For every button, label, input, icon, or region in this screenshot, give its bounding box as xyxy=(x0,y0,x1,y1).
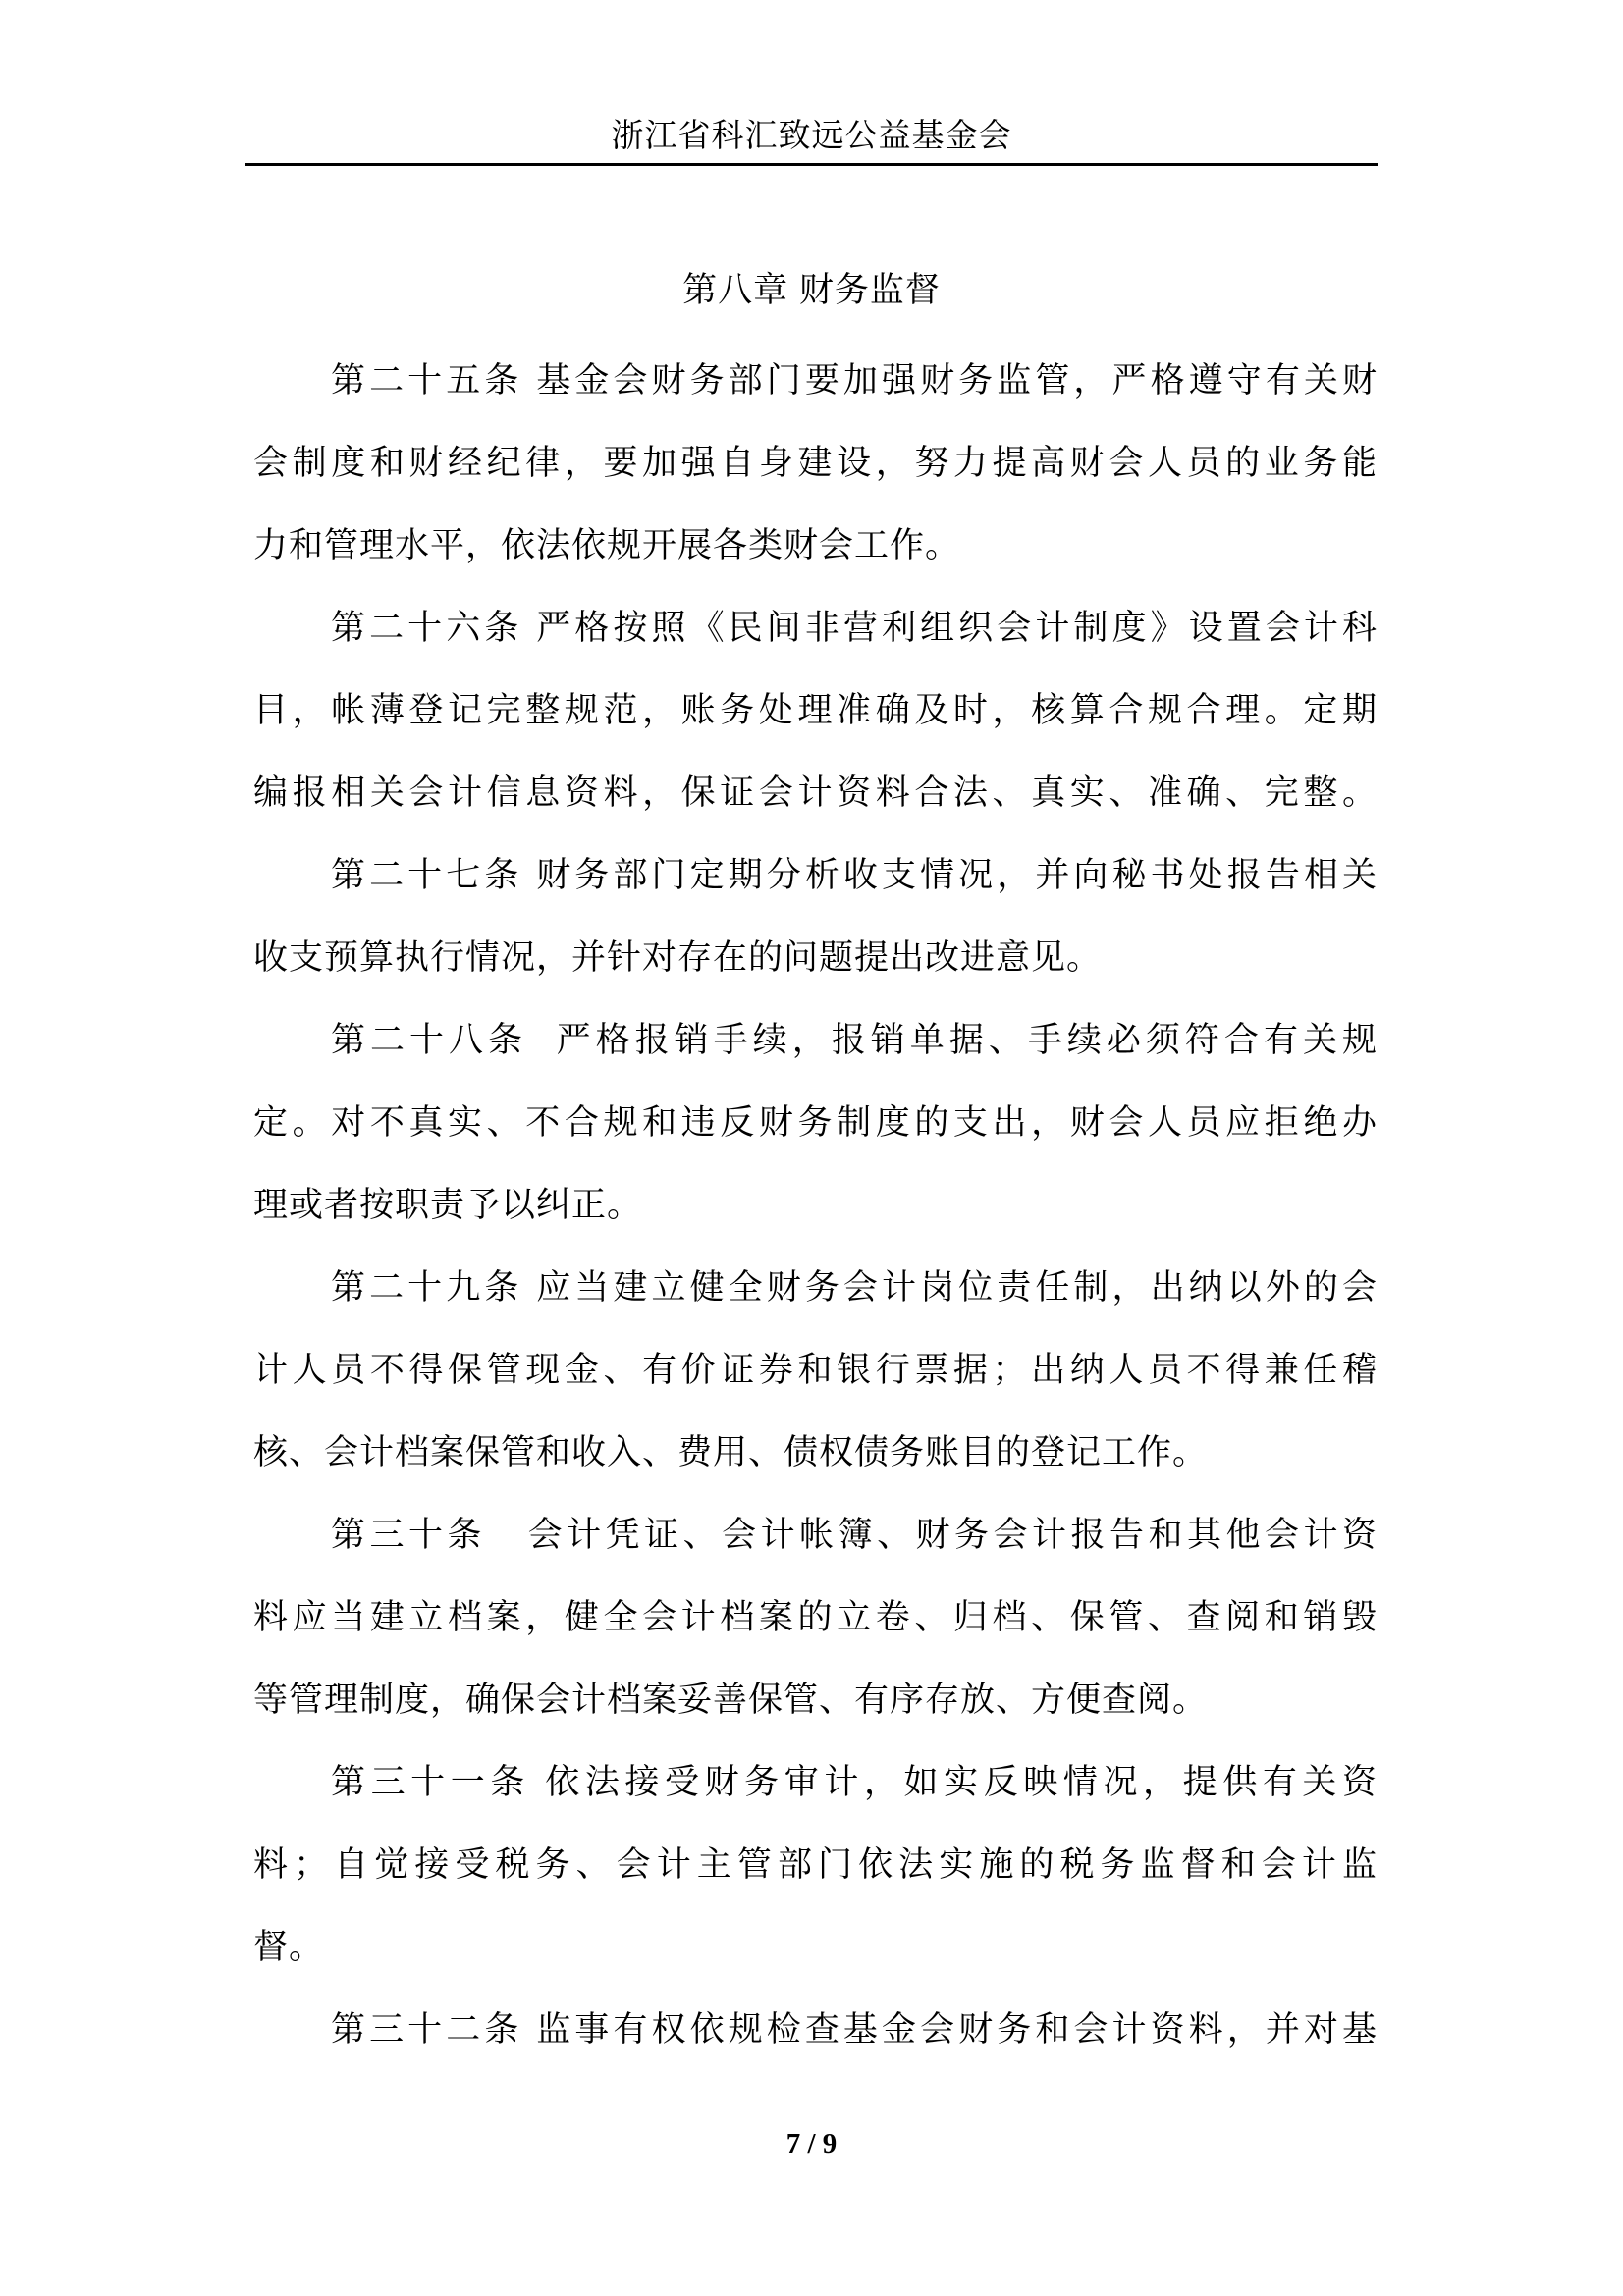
paragraph-line: 核、会计档案保管和收入、费用、债权债务账目的登记工作。 xyxy=(253,1433,1209,1471)
paragraph-line: 第三十条 会计凭证、会计帐簿、财务会计报告和其他会计资 xyxy=(331,1516,1378,1554)
paragraph-line: 督。 xyxy=(253,1928,325,1966)
paragraph-line: 力和管理水平，依法依规开展各类财会工作。 xyxy=(253,526,961,564)
paragraph-line: 计人员不得保管现金、有价证券和银行票据；出纳人员不得兼任稽 xyxy=(253,1351,1378,1389)
paragraph-line: 编报相关会计信息资料，保证会计资料合法、真实、准确、完整。 xyxy=(253,774,1378,812)
paragraph-line: 第三十二条 监事有权依规检查基金会财务和会计资料，并对基 xyxy=(331,2010,1378,2049)
paragraph-line: 第二十八条 严格报销手续，报销单据、手续必须符合有关规 xyxy=(331,1021,1378,1059)
paragraph-line: 第二十六条 严格按照《民间非营利组织会计制度》设置会计科 xyxy=(331,609,1378,647)
paragraph-line: 收支预算执行情况，并针对存在的问题提出改进意见。 xyxy=(253,938,1103,977)
document-body xyxy=(253,340,1378,2071)
paragraph-line: 料应当建立档案，健全会计档案的立卷、归档、保管、查阅和销毁 xyxy=(253,1598,1378,1636)
paragraph-line: 第三十一条 依法接受财务审计，如实反映情况，提供有关资 xyxy=(331,1763,1378,1801)
document-header-title: 浙江省科汇致远公益基金会 xyxy=(611,117,1012,153)
paragraph-line: 等管理制度，确保会计档案妥善保管、有序存放、方便查阅。 xyxy=(253,1681,1209,1719)
paragraph-line: 第二十五条 基金会财务部门要加强财务监管，严格遵守有关财 xyxy=(331,361,1378,400)
paragraph-line: 目，帐薄登记完整规范，账务处理准确及时，核算合规合理。定期 xyxy=(253,691,1378,729)
paragraph-line: 会制度和财经纪律，要加强自身建设，努力提高财会人员的业务能 xyxy=(253,444,1378,482)
paragraph-line: 理或者按职责予以纠正。 xyxy=(253,1186,643,1224)
page-number: 7 / 9 xyxy=(785,2128,838,2160)
paragraph-line: 第二十七条 财务部门定期分析收支情况，并向秘书处报告相关 xyxy=(331,856,1378,894)
paragraph-line: 第二十九条 应当建立健全财务会计岗位责任制，出纳以外的会 xyxy=(331,1268,1378,1307)
paragraph-line: 料；自觉接受税务、会计主管部门依法实施的税务监督和会计监 xyxy=(253,1845,1378,1884)
paragraph-line: 定。对不真实、不合规和违反财务制度的支出，财会人员应拒绝办 xyxy=(253,1103,1378,1142)
chapter-title: 第八章 财务监督 xyxy=(682,271,941,309)
header-divider xyxy=(245,163,1378,166)
